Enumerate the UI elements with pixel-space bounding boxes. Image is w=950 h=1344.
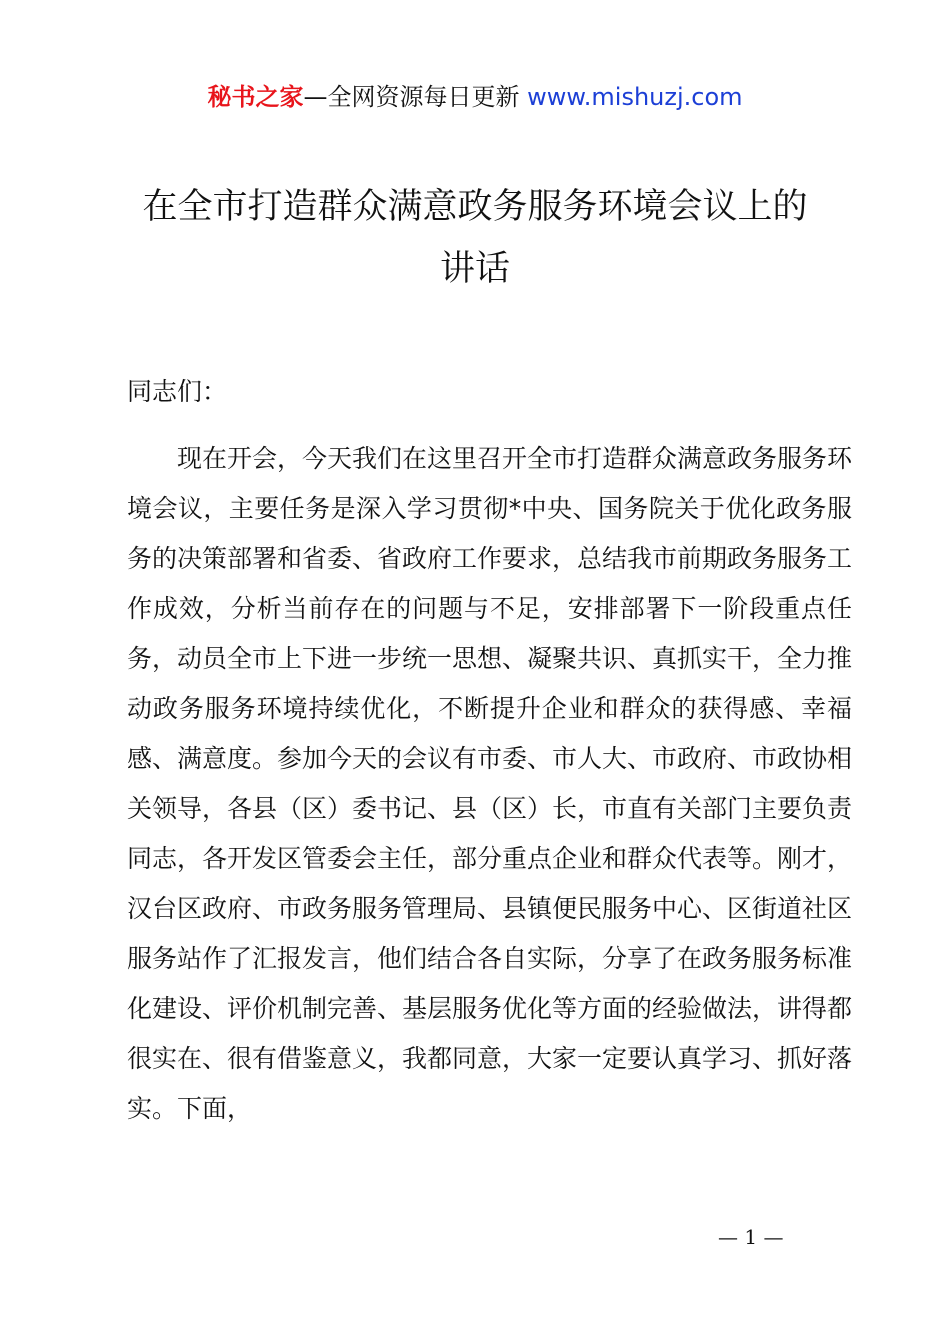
document-title	[100, 176, 850, 300]
site-brand: 秘书之家	[207, 83, 304, 111]
salutation: 同志们：	[127, 377, 228, 406]
site-header	[0, 80, 950, 114]
body-paragraph: 现在开会，今天我们在这里召开全市打造群众满意政务服务环境会议，主要任务是深入学习贯彻*中央、国务院关于优化政务服务的决策部署和省委、省政府工作要求，总结我市前期政务服务工作成效，分析当前存在的问题与不足，安排部署下一阶段重点任务，动员全市上下进一步统一思想、凝聚共识、真抓实干，全力推动政务服务环境持续优化，不断提升企业和群众的获得感、幸福感、满意度。参加今天的会议有市委、市人大、市政府、市政协相关领导，各县（区）委书记、县（区）长，市直有关部门主要负责同志，各开发区管委会主任，部分重点企业和群众代表等。刚才，汉台区政府、市政务服务管理局、县镇便民服务中心、区街道社区服务站作了汇报发言，他们结合各自实际，分享了在政务服务标准化建设、评价机制完善、基层服务优化等方面的经验做法，讲得都很实在、很有借鉴意义，我都同意，大家一定要认真学习、抓好落实。下面，	[127, 444, 853, 1123]
site-url-link[interactable]: www.mishuzj.com	[527, 83, 743, 111]
page-number: — 1 —	[718, 1225, 784, 1249]
title-line-2: 讲话	[439, 249, 510, 289]
title-line-1: 在全市打造群众满意政务服务环境会议上的	[142, 187, 808, 227]
site-tagline: —全网资源每日更新	[303, 83, 520, 111]
